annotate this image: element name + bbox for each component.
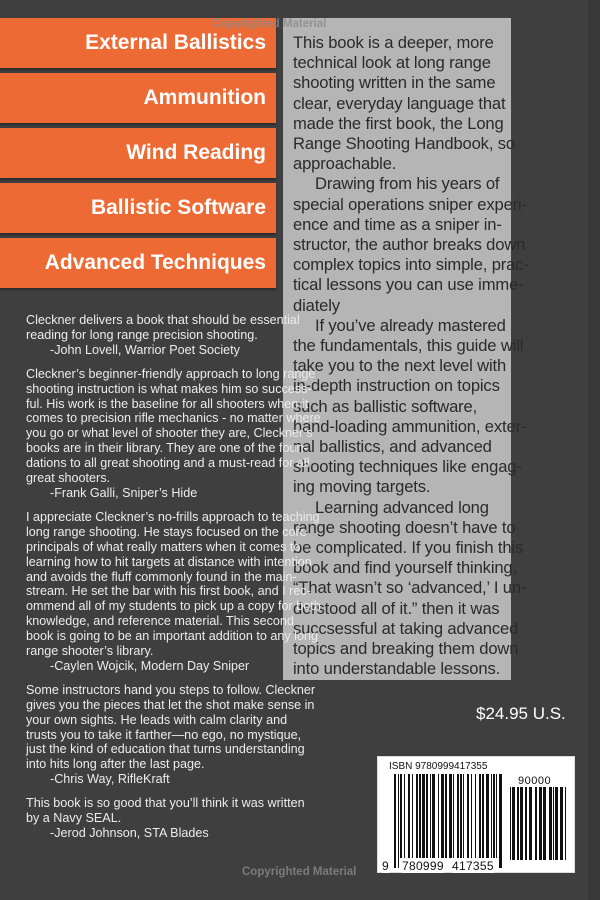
description-line: ing moving targets.	[293, 477, 431, 497]
isbn-barcode	[377, 756, 575, 873]
testimonial	[26, 683, 326, 787]
barcode-bar	[404, 774, 405, 858]
description-line: in-depth instruction on topics	[293, 376, 500, 396]
barcode-bar	[398, 774, 399, 868]
description-line: shooting written in the same	[293, 73, 496, 93]
description-line: structor, the author breaks down	[293, 235, 526, 255]
testimonial-line: gives you the pieces that let the shot make sense in	[26, 697, 315, 712]
barcode-bar	[512, 787, 515, 860]
barcode-digits-right: 417355	[452, 859, 494, 873]
testimonial-line: Cleckner delivers a book that should be essential	[26, 313, 300, 327]
description-line: range shooting doesn’t have to	[293, 517, 516, 537]
description-line: ence and time as a sniper in-	[293, 214, 502, 234]
barcode-bar	[445, 774, 447, 858]
testimonial-line: long range shooting. He stays focused on the core	[26, 524, 307, 539]
barcode-bar	[412, 774, 413, 858]
barcode-bar	[520, 787, 523, 860]
barcode-bar	[475, 774, 476, 858]
testimonial-line: This book is so good that you’ll think it was written	[26, 796, 305, 811]
barcode-bar	[426, 774, 428, 858]
testimonial	[26, 313, 326, 358]
barcode-digits-left: 780999	[402, 859, 444, 873]
testimonial-line: Cleckner’s beginner-friendly approach to long range	[26, 366, 316, 381]
description-line: derstood all of it.” then it was	[293, 598, 500, 618]
description-line: such as ballistic software,	[293, 396, 478, 416]
description-line: approachable.	[293, 154, 397, 174]
barcode-bar	[408, 774, 410, 858]
description-line: This book is a deeper, more	[293, 33, 494, 52]
description-line: succsessful at taking advanced	[293, 618, 519, 638]
description-line: the fundamentals, this guide will	[293, 336, 524, 356]
testimonial	[26, 796, 326, 841]
description-line: be complicated. If you finish this	[293, 538, 524, 558]
description-line: into understandable lessons.	[293, 659, 501, 679]
barcode-bar	[441, 774, 444, 858]
description-line: If you’ve already mastered	[315, 315, 506, 335]
barcode-bar	[460, 774, 462, 858]
testimonial-line: range shooter’s library.	[26, 644, 154, 659]
barcode-bar	[438, 774, 439, 858]
testimonial-line: knowledge, and reference material. This second	[26, 614, 294, 629]
description-line: made the first book, the Long	[293, 113, 504, 133]
barcode-bar	[493, 774, 495, 858]
testimonial-line: into hits long after the last page.	[26, 757, 205, 772]
barcode-bars-main	[394, 774, 506, 868]
description-line: Learning advanced long	[315, 497, 489, 517]
description-line: technical look at long range	[293, 53, 491, 73]
testimonial-line: Some instructors hand you steps to follow. Cleckner	[26, 682, 316, 697]
barcode-bar	[517, 787, 519, 860]
barcode-bar	[535, 787, 537, 860]
barcode-bar	[471, 774, 472, 858]
barcode-digit-first: 9	[382, 859, 389, 873]
testimonial-line: learning how to hit targets at distance with intention	[26, 554, 312, 569]
testimonial-attribution: -Jerod Johnson, STA Blades	[50, 826, 209, 840]
testimonial-line: stream. He set the bar with his first book, and I rec-	[26, 584, 311, 599]
barcode-bar	[394, 774, 396, 868]
barcode-bar	[529, 787, 532, 860]
topic-banner: Ballistic Software	[0, 183, 276, 233]
cover-edge	[588, 0, 600, 900]
description-line: clear, everyday language that	[293, 93, 506, 113]
barcode-bar	[543, 787, 546, 860]
testimonial-line: trusts you to take it farther—no ego, no mystique,	[26, 727, 302, 742]
watermark-bottom: Copyrighted Material	[242, 866, 357, 878]
barcode-bar	[560, 787, 563, 860]
description-line: nal ballistics, and advanced	[293, 437, 492, 457]
description-line: complex topics into simple, prac-	[293, 255, 529, 275]
barcode-bar	[449, 774, 452, 858]
isbn-label: ISBN 9780999417355	[389, 761, 488, 772]
barcode-bar	[565, 787, 566, 860]
testimonial-line: comes to precision rifle mechanics - no matter where	[26, 411, 321, 426]
barcode-bar	[510, 787, 511, 860]
testimonial-line: ful. His work is the baseline for all shooters when it	[26, 396, 309, 411]
testimonial-line: dations to all great shooting and a must-read for all	[26, 456, 310, 471]
testimonial-line: reading for long range precision shooting.	[26, 327, 258, 342]
barcode-bar	[419, 774, 421, 858]
barcode-bar	[479, 774, 481, 858]
testimonial-line: ommend all of my students to pick up a copy for both	[26, 599, 321, 614]
testimonial-line: your own sights. He leads with calm clarity and	[26, 712, 288, 727]
description-line: tical lessons you can use imme-	[293, 275, 524, 295]
topic-banner: Wind Reading	[0, 128, 276, 178]
barcode-bar	[482, 774, 484, 858]
barcode-bars-addon	[510, 787, 570, 860]
barcode-bar	[555, 787, 558, 860]
testimonial-line: shooting instruction is what makes him so success-	[26, 381, 312, 396]
description-line: “That wasn’t so ‘advanced,’ I un-	[293, 578, 527, 598]
testimonial-line: you go or what level of shooter they are, Cleckner’s	[26, 426, 313, 441]
testimonial-attribution: -Frank Galli, Sniper’s Hide	[50, 485, 198, 500]
barcode-bar	[491, 774, 492, 858]
description-line: Range Shooting Handbook, so	[293, 134, 515, 154]
testimonial	[26, 367, 326, 501]
testimonial-line: I appreciate Cleckner’s no-frills approach to teaching	[26, 509, 320, 524]
description-line: book and find yourself thinking,	[293, 558, 517, 578]
topic-banner: External Ballistics	[0, 18, 276, 68]
barcode-bar	[499, 774, 502, 868]
barcode-bar	[496, 774, 497, 858]
testimonial-line: book is going to be an important addition to any long	[26, 629, 318, 644]
testimonial-line: books are in their library. They are one of the foun-	[26, 441, 308, 456]
barcode-bar	[457, 774, 459, 858]
addon-code: 90000	[518, 775, 552, 787]
description-line: shooting techniques like engag-	[293, 457, 522, 477]
price: $24.95 U.S.	[476, 704, 566, 723]
barcode-bar	[453, 774, 454, 858]
description-line: diately	[293, 295, 340, 315]
testimonial-attribution: -Chris Way, RifleKraft	[50, 772, 170, 787]
description-line: take you to the next level with	[293, 356, 507, 376]
barcode-bar	[463, 774, 464, 858]
barcode-bar	[467, 774, 469, 858]
testimonial-line: principals of what really matters when it comes to	[26, 539, 301, 554]
barcode-bar	[430, 774, 431, 858]
barcode-bar	[416, 774, 418, 858]
barcode-bar	[486, 774, 489, 858]
description-line: hand-loading ammunition, exter-	[293, 416, 527, 436]
testimonial	[26, 510, 326, 674]
topic-banner: Advanced Techniques	[0, 238, 276, 288]
barcode-bar	[400, 774, 402, 858]
testimonial-line: great shooters.	[26, 471, 111, 486]
description-line: topics and breaking them down	[293, 639, 519, 659]
barcode-bar	[553, 787, 554, 860]
barcode-bar	[539, 787, 542, 860]
testimonial-line: just the kind of education that turns understanding	[26, 742, 305, 757]
description-line: Drawing from his years of	[315, 174, 500, 194]
barcode-bar	[422, 774, 425, 858]
barcode-bar	[525, 787, 527, 860]
topic-banner: Ammunition	[0, 73, 276, 123]
testimonial-attribution: -Caylen Wojcik, Modern Day Sniper	[50, 658, 250, 673]
description-line: special operations sniper experi-	[293, 194, 527, 214]
watermark-top: Copyrighted Material	[212, 18, 327, 30]
testimonial-line: and avoids the fluff commonly found in the main-	[26, 569, 297, 584]
testimonial-attribution: -John Lovell, Warrior Poet Society	[50, 342, 240, 357]
testimonial-line: by a Navy SEAL.	[26, 811, 122, 826]
testimonials	[26, 313, 326, 850]
barcode-bar	[549, 787, 552, 860]
barcode-bar	[432, 774, 435, 858]
